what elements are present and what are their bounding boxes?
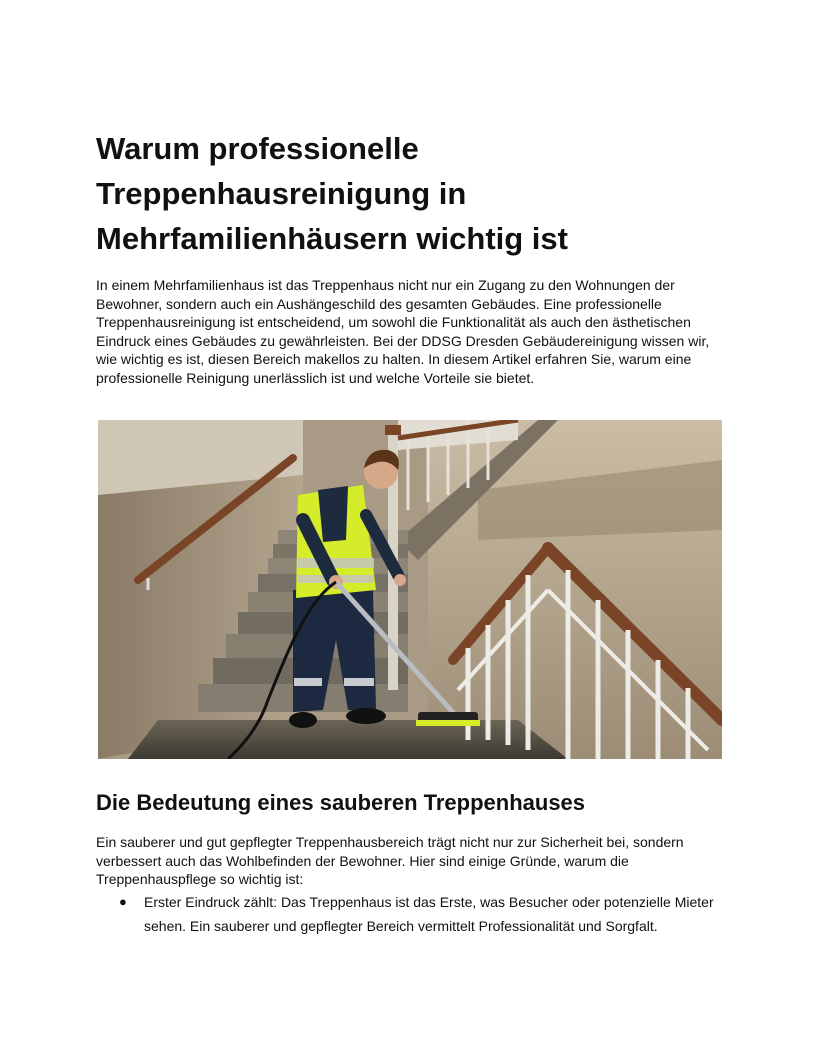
section-paragraph: Ein sauberer und gut gepflegter Treppenhausbereich trägt nicht nur zur Sicherheit bei, sondern verbessert auch das Wohlbefinden der Bewohner. Hier sind einige Gründe, warum die Treppenhauspflege so wichtig ist: <box>96 834 684 888</box>
intro-paragraph: In einem Mehrfamilienhaus ist das Treppenhaus nicht nur ein Zugang zu den Wohnungen der Bewohner, sondern auch ein Aushängeschild des gesamten Gebäudes. Eine professionelle Treppenhausreinigung ist entscheidend, um sowohl die Funktionalität als auch den ästhetischen Eindruck eines Gebäudes zu gewährleisten. Bei der DDSG Dresden Gebäudereinigung wissen wir, wie wichtig es ist, diesen Bereich makellos zu halten. In diesem Artikel erfahren Sie, warum eine professionelle Reinigung unerlässlich ist und welche Vorteile sie bietet. <box>96 277 710 386</box>
article-title: Warum professionelle Treppenhausreinigung in Mehrfamilienhäusern wichtig ist <box>96 131 568 256</box>
stairwell-cleaning-photo <box>98 420 722 759</box>
list-item-text: Erster Eindruck zählt: Das Treppenhaus ist das Erste, was Besucher oder potenzielle Mieter sehen. Ein sauberer und gepflegter Bereich vermittelt Professionalität und Sorgfalt. <box>144 894 714 934</box>
bullet-icon: ● <box>119 894 127 909</box>
reasons-list <box>96 890 722 938</box>
section-heading: Die Bedeutung eines sauberen Treppenhauses <box>96 790 586 815</box>
list-item <box>96 890 722 938</box>
